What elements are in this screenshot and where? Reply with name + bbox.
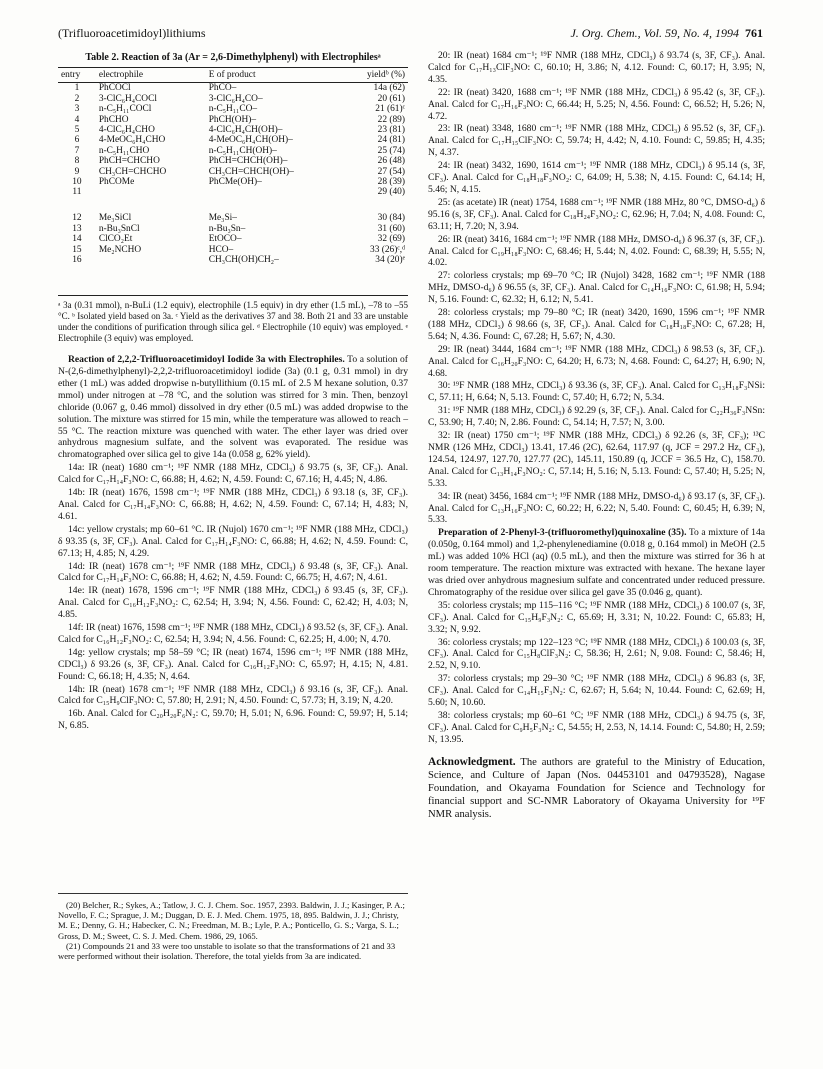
cell-electrophile: n-C₅H₁₁COCl bbox=[98, 104, 152, 115]
characterization-text bbox=[428, 50, 765, 746]
table-row bbox=[58, 167, 408, 177]
cell-entry: 9 bbox=[74, 166, 80, 177]
cell-electrophile: PhCOMe bbox=[98, 177, 135, 188]
page-number: 761 bbox=[745, 26, 763, 40]
run-in-heading: Preparation of 2-Phenyl-3-(trifluoromethyl)quinoxaline (35). bbox=[438, 527, 687, 539]
cell-electrophile: 4-MeOC₆H₄CHO bbox=[98, 135, 166, 146]
cell-product: n-C₅H₁₁CH(OH)– bbox=[208, 145, 277, 156]
cell-electrophile: 4-ClC₆H₄CHO bbox=[98, 125, 155, 136]
paragraph bbox=[58, 354, 408, 461]
running-header bbox=[58, 26, 763, 42]
paragraph bbox=[58, 524, 408, 560]
cell-product bbox=[206, 187, 342, 213]
paragraph bbox=[428, 405, 765, 429]
running-title: (Trifluoroacetimidoyl)lithiums bbox=[58, 26, 206, 40]
acknowledgment-text: The authors are grateful to the Ministry of Education, Science, and Culture of Japan (Nos. 04453101 and 04793528), Nagase Foundation, and Okayama Foundation for Science and Technology for financial support and SC-NMR Laboratory of Okayama University for ¹⁹F NMR analysis. bbox=[428, 756, 765, 821]
cell-yield: 24 (81) bbox=[377, 135, 405, 146]
paragraph-text: 31: ¹⁹F NMR (188 MHz, CDCl₃) δ 92.29 (s, 3F, CF₃). Anal. Calcd for C₂₂H₃₆F₃NSn: C, 53.90; H, 7.40; N, 2.86. Found: C, 54.14; H, 7.57; N, 3.00. bbox=[428, 405, 765, 429]
paragraph-text: 34: IR (neat) 3456, 1684 cm⁻¹; ¹⁹F NMR (188 MHz, DMSO-d₆) δ 93.17 (s, 3F, CF₃). Anal. Calcd for C₁₃H₁₆F₃NO: C, 60.22; H, 6.22; N, 5.40. Found: C, 60.45; H, 6.39; N, 5.33. bbox=[428, 490, 765, 526]
cell-yield: 29 (40) bbox=[377, 187, 405, 198]
cell-product: CH₃CH=CHCH(OH)– bbox=[208, 166, 294, 177]
cell-electrophile bbox=[96, 255, 206, 296]
paragraph-text: 14c: yellow crystals; mp 60–61 °C. IR (Nujol) 1670 cm⁻¹; ¹⁹F NMR (188 MHz, CDCl₃) δ 93.35 (s, 3F, CF₃). Anal. Calcd for C₁₇H₁₄F₃NO: C, 66.88; H, 4.62; N, 4.59. Found: C, 67.13; H, 4.85; N, 4.29. bbox=[58, 523, 408, 559]
table-row bbox=[58, 177, 408, 187]
cell-entry: 5 bbox=[74, 125, 80, 136]
paragraph bbox=[428, 637, 765, 673]
cell-product: PhCH(OH)– bbox=[208, 114, 257, 125]
table-row bbox=[58, 146, 408, 156]
cell-entry: 12 bbox=[72, 213, 82, 224]
cell-electrophile: n-Bu₃SnCl bbox=[98, 223, 140, 234]
paragraph bbox=[58, 561, 408, 585]
cell-product: PhCO– bbox=[208, 83, 237, 94]
table-row bbox=[58, 135, 408, 145]
paragraph-text: 28: colorless crystals; mp 79–80 °C; IR (neat) 3420, 1690, 1596 cm⁻¹; ¹⁹F NMR (188 MHz, CDCl₃) δ 98.66 (s, 3F, CF₃). Anal. Calcd for C₁₈H₁₈F₃NO: C, 67.28; H, 5.64; N, 4.36. Found: C, 67.28; H, 5.67; N, 4.30. bbox=[428, 307, 765, 342]
paragraph bbox=[58, 647, 408, 683]
cell-yield: 25 (74) bbox=[377, 145, 405, 156]
paragraph bbox=[428, 87, 765, 123]
paragraph bbox=[428, 710, 765, 746]
cell-electrophile: Me₃SiCl bbox=[98, 213, 132, 224]
paragraph bbox=[428, 380, 765, 404]
cell-yield: 20 (61) bbox=[377, 93, 405, 104]
cell-yield: 31 (60) bbox=[377, 223, 405, 234]
table-caption: Table 2. Reaction of 3a (Ar = 2,6-Dimethylphenyl) with Electrophilesᵃ bbox=[85, 52, 381, 63]
col-entry: entry bbox=[58, 68, 96, 83]
cell-electrophile: CH₃CH=CHCHO bbox=[98, 166, 167, 177]
paragraph bbox=[428, 270, 765, 306]
table-row bbox=[58, 234, 408, 244]
paragraph-text: 20: IR (neat) 1684 cm⁻¹; ¹⁹F NMR (188 MHz, CDCl₃) δ 93.74 (s, 3F, CF₃). Anal. Calcd for C₁₇H₁₃ClF₃NO: C, 60.10; H, 3.86; N, 4.12. Found: C, 60.17; H, 3.95; N, 4.35. bbox=[428, 50, 765, 85]
paragraph-text: 37: colorless crystals; mp 29–30 °C; ¹⁹F NMR (188 MHz, CDCl₃) δ 96.83 (s, 3F, CF₃). Anal. Calcd for C₁₄H₁₅F₃N₂: C, 62.67; H, 5.64; N, 10.44. Found: C, 62.69; H, 5.60; N, 10.60. bbox=[428, 673, 765, 709]
paragraph-text: 32: IR (neat) 1750 cm⁻¹; ¹⁹F NMR (188 MHz, CDCl₃) δ 92.26 (s, 3F, CF₃); ¹³C NMR (126 MHz, CDCl₃) 13.41, 17.46 (2C), 62.64, 117.97 (q, JCF = 297.2 Hz, CF₃), 124.54, 124.97, 127.70, 127.77 (2C), 145.11, 150.89 (q, JCCF = 36.5 Hz, C), 158.70. Anal. Calcd for C₁₃H₁₄F₃NO₂: C, 57.14; H, 5.16; N, 5.13. Found: C, 57.40; H, 5.25; N, 5.33. bbox=[428, 430, 765, 489]
paragraph bbox=[58, 585, 408, 621]
paragraph bbox=[428, 491, 765, 527]
experimental-text bbox=[58, 354, 408, 732]
paragraph bbox=[428, 160, 765, 196]
electrophile-table bbox=[58, 67, 408, 296]
paragraph bbox=[428, 197, 765, 233]
cell-entry: 14 bbox=[72, 234, 82, 245]
right-column bbox=[428, 50, 765, 822]
paragraph-text: 16b. Anal. Calcd for C₂₀H₂₀F₆N₂: C, 59.70; H, 5.01; N, 6.96. Found: C, 59.97; H, 5.14; N, 6.85. bbox=[58, 708, 408, 732]
col-yield: yieldᵇ (%) bbox=[342, 68, 408, 83]
cell-entry: 13 bbox=[72, 223, 82, 234]
table-row bbox=[58, 187, 408, 213]
paragraph bbox=[58, 708, 408, 732]
cell-entry: 1 bbox=[74, 83, 80, 94]
table-row bbox=[58, 224, 408, 234]
cell-yield: 21 (61)ᶜ bbox=[375, 104, 405, 115]
acknowledgment bbox=[428, 756, 765, 822]
journal-name: J. Org. Chem., Vol. 59, No. 4, 1994 bbox=[570, 26, 739, 40]
paragraph-text: 14f: IR (neat) 1676, 1598 cm⁻¹; ¹⁹F NMR (188 MHz, CDCl₃) δ 93.52 (s, 3F, CF₃). Anal. Calcd for C₁₆H₁₂F₃NO₂: C, 62.54; H, 3.94; N, 4.56. Found: C, 62.25; H, 4.00; N, 4.70. bbox=[58, 622, 408, 645]
reference-21: (21) Compounds 21 and 33 were too unstable to isolate so that the transformations of 21 and 33 were performed without their isolation. Therefore, the total yields from 3a are indicated. bbox=[58, 940, 396, 962]
cell-electrophile: Me₂NCHO bbox=[98, 244, 142, 255]
cell-yield: 34 (20)ᵉ bbox=[342, 255, 408, 296]
table-row bbox=[58, 104, 408, 114]
paragraph-text: 14a: IR (neat) 1680 cm⁻¹; ¹⁹F NMR (188 MHz, CDCl₃) δ 93.75 (s, 3F, CF₃). Anal. Calcd for C₁₇H₁₄F₃NO: C, 66.88; H, 4.62; N, 4.59. Found: C, 67.16; H, 4.45; N, 4.86. bbox=[58, 462, 408, 486]
paragraph-text: 14b: IR (neat) 1676, 1598 cm⁻¹; ¹⁹F NMR (188 MHz, CDCl₃) δ 93.18 (s, 3F, CF₃). Anal. Calcd for C₁₇H₁₄F₃NO: C, 66.88; H, 4.62; N, 4.59. Found: C, 67.14; H, 4.83; N, 4.61. bbox=[58, 487, 408, 522]
cell-yield: 22 (89) bbox=[377, 114, 405, 125]
paragraph-text: 14g: yellow crystals; mp 58–59 °C; IR (neat) 1674, 1596 cm⁻¹; ¹⁹F NMR (188 MHz, CDCl₃) δ 93.26 (s, 3F, CF₃). Anal. Calcd for C₁₆H₁₂F₃NO: C, 65.97; H, 4.15; N, 4.81. Found: C, 66.18; H, 4.35; N, 4.64. bbox=[58, 646, 408, 682]
cell-electrophile: PhCHO bbox=[98, 114, 129, 125]
cell-yield: 26 (48) bbox=[377, 156, 405, 167]
paragraph bbox=[58, 487, 408, 523]
references bbox=[58, 893, 408, 961]
cell-yield: 27 (54) bbox=[377, 166, 405, 177]
cell-electrophile: n-C₅H₁₁CHO bbox=[98, 145, 150, 156]
cell-entry: 11 bbox=[72, 187, 82, 198]
paragraph-text: 23: IR (neat) 3348, 1680 cm⁻¹; ¹⁹F NMR (188 MHz, CDCl₃) δ 95.52 (s, 3F, CF₃). Anal. Calcd for C₁₇H₁₅ClF₃NO: C, 59.74; H, 4.42; N, 4.10. Found: C, 59.85; H, 4.35; N, 4.37. bbox=[428, 123, 765, 159]
paragraph-text: 14e: IR (neat) 1678, 1596 cm⁻¹; ¹⁹F NMR (188 MHz, CDCl₃) δ 93.45 (s, 3F, CF₃). Anal. Calcd for C₁₆H₁₂F₃NO₂: C, 62.54; H, 3.94; N, 4.56. Found: C, 62.42; H, 4.03; N, 4.85. bbox=[58, 585, 408, 621]
paragraph bbox=[428, 430, 765, 490]
cell-entry: 10 bbox=[72, 177, 82, 188]
cell-product: EtOCO– bbox=[208, 234, 242, 245]
cell-entry: 8 bbox=[74, 156, 80, 167]
cell-yield: 28 (39) bbox=[377, 177, 405, 188]
col-electrophile: electrophile bbox=[96, 68, 206, 83]
cell-electrophile bbox=[96, 187, 206, 213]
paragraph bbox=[58, 684, 408, 708]
paragraph-text: 25: (as acetate) IR (neat) 1754, 1688 cm⁻¹; ¹⁹F NMR (188 MHz, 80 °C, DMSO-d₆) δ 95.16 (s, 3F, CF₃). Anal. Calcd for C₁₈H₂₄F₃NO₂: C, 62.96; H, 7.04; N, 4.08. Found: C, 63.11; H, 7.20; N, 3.94. bbox=[428, 196, 765, 232]
cell-yield: 14a (62) bbox=[373, 83, 405, 94]
cell-product: 3-ClC₆H₄CO– bbox=[208, 93, 263, 104]
acknowledgment-head: Acknowledgment. bbox=[428, 755, 516, 768]
table-row bbox=[58, 213, 408, 223]
cell-entry: 3 bbox=[74, 104, 80, 115]
paragraph-text: 38: colorless crystals; mp 60–61 °C; ¹⁹F NMR (188 MHz, CDCl₃) δ 94.75 (s, 3F, CF₃). Anal. Calcd for C₉H₅F₃N₂: C, 54.55; H, 2.53, N, 14.14. Found: C, 54.80; H, 2.59; N, 13.95. bbox=[428, 709, 765, 745]
cell-electrophile: ClCO₂Et bbox=[98, 234, 133, 245]
cell-yield: 23 (81) bbox=[377, 125, 405, 136]
paragraph bbox=[428, 344, 765, 380]
cell-electrophile: 3-ClC₆H₄COCl bbox=[98, 93, 157, 104]
table-row bbox=[58, 245, 408, 255]
cell-yield: 33 (26)ᶜ,ᵈ bbox=[370, 244, 405, 255]
paragraph bbox=[428, 123, 765, 159]
cell-product: PhCMe(OH)– bbox=[208, 177, 262, 188]
table-row bbox=[58, 94, 408, 104]
cell-product: CH₃CH(OH)CH₂– bbox=[206, 255, 342, 296]
paragraph bbox=[58, 622, 408, 646]
cell-product: PhCH=CHCH(OH)– bbox=[208, 156, 288, 167]
paragraph bbox=[428, 234, 765, 270]
cell-entry: 4 bbox=[74, 114, 80, 125]
paragraph-text: 36: colorless crystals; mp 122–123 °C; ¹⁹F NMR (188 MHz, CDCl₃) δ 100.03 (s, 3F, CF₃). Anal. Calcd for C₁₅H₈ClF₃N₂: C, 58.36; H, 2.61; N, 9.08. Found: C, 58.46; H, 2.52, N, 9.10. bbox=[428, 636, 765, 672]
table-row bbox=[58, 115, 408, 125]
left-column bbox=[58, 50, 408, 733]
cell-entry: 2 bbox=[74, 93, 80, 104]
paragraph-text: To a mixture of 14a (0.050g, 0.164 mmol) and 1,2-phenylenediamine (0.018 g, 0.164 mmol) in MeOH (2.5 mL) was added 10% HCl (aq) (0.5 mL), and then the mixture was stirred for 36 h at room temperature. The reaction mixture was extracted with hexane. The hexane layer was dried over anhydrous magnesium sulfate and concentrated under reduced pressure. Chromatography of the residue over silica gel gave 35 (0.046 g, quant). bbox=[428, 527, 765, 598]
cell-yield: 32 (69) bbox=[377, 234, 405, 245]
cell-entry: 15 bbox=[72, 244, 82, 255]
cell-product: n-Bu₃Sn– bbox=[208, 223, 246, 234]
table-row bbox=[58, 83, 408, 94]
journal-citation bbox=[570, 26, 763, 41]
table-row bbox=[58, 255, 408, 296]
paragraph-text: 24: IR (neat) 3432, 1690, 1614 cm⁻¹; ¹⁹F NMR (188 MHz, CDCl₃) δ 95.14 (s, 3F, CF₃). Anal. Calcd for C₁₈H₁₈F₃NO₂: C, 64.09; H, 5.38; N, 4.15. Found: C, 64.14; H, 5.46; N, 4.15. bbox=[428, 160, 765, 195]
table-header-row bbox=[58, 68, 408, 83]
cell-electrophile: PhCH=CHCHO bbox=[98, 156, 160, 167]
paragraph-text: 29: IR (neat) 3444, 1684 cm⁻¹; ¹⁹F NMR (188 MHz, CDCl₃) δ 98.53 (s, 3F, CF₃). Anal. Calcd for C₁₆H₂₀F₃NO: C, 64.20; H, 6.73; N, 4.68. Found: C, 64.27; H, 6.90; N, 4.68. bbox=[428, 343, 765, 379]
cell-product: HCO– bbox=[208, 244, 234, 255]
paragraph bbox=[428, 307, 765, 343]
table-footnote: ᵃ 3a (0.31 mmol), n-BuLi (1.2 equiv), electrophile (1.5 equiv) in dry ether (1.5 mL), –78 to –55 °C. ᵇ Isolated yield based on 3a. ᶜ Yield as the derivatives 37 and 38. Both 21 and 33 are unstable under the conditions of purification through silica gel. ᵈ Electrophile (10 equiv) was employed. ᵉ Electrophile (3 equiv) was employed. bbox=[58, 300, 408, 344]
table-body bbox=[58, 83, 408, 296]
paragraph-text: 35: colorless crystals; mp 115–116 °C; ¹⁹F NMR (188 MHz, CDCl₃) δ 100.07 (s, 3F, CF₃). Anal. Calcd for C₁₅H₉F₃N₂: C, 65.69; H, 3.31; N, 10.22. Found: C, 65.83; H, 3.32; N, 9.92. bbox=[428, 599, 765, 635]
table-row bbox=[58, 125, 408, 135]
paragraph-text: 14h: IR (neat) 1678 cm⁻¹; ¹⁹F NMR (188 MHz, CDCl₃) δ 93.16 (s, 3F, CF₃). Anal. Calcd for C₁₅H₉ClF₃NO: C, 57.80; H, 2.91; N, 4.50. Found: C, 57.73; H, 3.19; N, 4.20. bbox=[58, 683, 408, 707]
paragraph bbox=[428, 527, 765, 598]
cell-entry: 6 bbox=[74, 135, 80, 146]
run-in-heading: Reaction of 2,2,2-Trifluoroacetimidoyl Iodide 3a with Electrophiles. bbox=[68, 354, 345, 366]
cell-product: Me₃Si– bbox=[208, 213, 237, 224]
cell-electrophile: PhCOCl bbox=[98, 83, 131, 94]
paragraph bbox=[428, 673, 765, 709]
paragraph bbox=[428, 600, 765, 636]
col-product: E of product bbox=[206, 68, 342, 83]
paragraph bbox=[428, 50, 765, 86]
reference-20: (20) Belcher, R.; Sykes, A.; Tatlow, J. C. J. Chem. Soc. 1957, 2393. Baldwin, J. J.; Kasinger, P. A.; Novello, F. C.; Sprague, J. M.; Duggan, D. E. J. Med. Chem. 1975, 18, 895. Baldwin, J. J.; Christy, M. E.; Denny, G. H.; Habecker, C. N.; Freedman, M. B.; Lyle, P. A.; Ponticello, G. S.; Varga, S. L.; Gross, D. M.; Sweet, C. S. J. Med. Chem. 1986, 29, 1065. bbox=[58, 900, 405, 941]
paragraph-text: 26: IR (neat) 3416, 1684 cm⁻¹; ¹⁹F NMR (188 MHz, DMSO-d₆) δ 96.37 (s, 3F, CF₃). Anal. Calcd for C₁₉H₁₈F₃NO: C, 68.46; H, 5.44; N, 4.02. Found: C, 68.39; H, 5.55; N, 4.02. bbox=[428, 233, 765, 269]
cell-product: n-C₅H₁₁CO– bbox=[208, 104, 258, 115]
table-row bbox=[58, 156, 408, 166]
paragraph-text: To a solution of N-(2,6-dimethylphenyl)-2,2,2-trifluoroacetimidoyl iodide (3a) (0.1 g, 0.31 mmol) in dry ether (1 mL) was added dropwise n-butyllithium (0.15 mL of 2.5 M hexane solution, 0.37 mmol) under nitrogen at –78 °C, and the solution was stirred for 3 min. Then, benzoyl chloride (0.067 g, 0.46 mmol) dissolved in dry ether (0.5 mL) was added dropwise to the solution. The mixture was stirred for 15 min, while the temperature was allowed to reach –55 °C. The reaction mixture was quenched with water. The ether layer was dried over anhydrous magnesium sulfate, and the solvent was evaporated. The residue was chromatographed over silica gel to give 14a (0.058 g, 62% yield). bbox=[58, 354, 408, 461]
paragraph-text: 27: colorless crystals; mp 69–70 °C; IR (Nujol) 3428, 1682 cm⁻¹; ¹⁹F NMR (188 MHz, DMSO-d₆) δ 96.55 (s, 3F, CF₃). Anal. Calcd for C₁₄H₁₆F₃NO: C, 61.98; H, 5.94; N, 5.16. Found: C, 62.32; H, 6.12; N, 5.41. bbox=[428, 270, 765, 306]
paragraph-text: 22: IR (neat) 3420, 1688 cm⁻¹; ¹⁹F NMR (188 MHz, CDCl₃) δ 95.42 (s, 3F, CF₃). Anal. Calcd for C₁₇H₁₆F₃NO: C, 66.44; H, 5.25; N, 4.56. Found: C, 66.52; H, 5.26; N, 4.72. bbox=[428, 86, 765, 122]
cell-entry: 7 bbox=[74, 145, 80, 156]
cell-entry: 16 bbox=[58, 255, 96, 296]
cell-product: 4-ClC₆H₄CH(OH)– bbox=[208, 125, 283, 136]
cell-yield: 30 (84) bbox=[377, 213, 405, 224]
paragraph-text: 14d: IR (neat) 1678 cm⁻¹; ¹⁹F NMR (188 MHz, CDCl₃) δ 93.48 (s, 3F, CF₃). Anal. Calcd for C₁₇H₁₄F₃NO: C, 66.88; H, 4.62; N, 4.59. Found: C, 66.75; H, 4.67; N, 4.61. bbox=[58, 560, 408, 584]
paragraph bbox=[58, 462, 408, 486]
paragraph-text: 30: ¹⁹F NMR (188 MHz, CDCl₃) δ 93.36 (s, 3F, CF₃). Anal. Calcd for C₁₃H₁₈F₃NSi: C, 57.11; H, 6.64; N, 5.13. Found: C, 57.40; H, 6.72; N, 5.34. bbox=[428, 380, 765, 404]
cell-product: 4-MeOC₆H₄CH(OH)– bbox=[208, 135, 293, 146]
